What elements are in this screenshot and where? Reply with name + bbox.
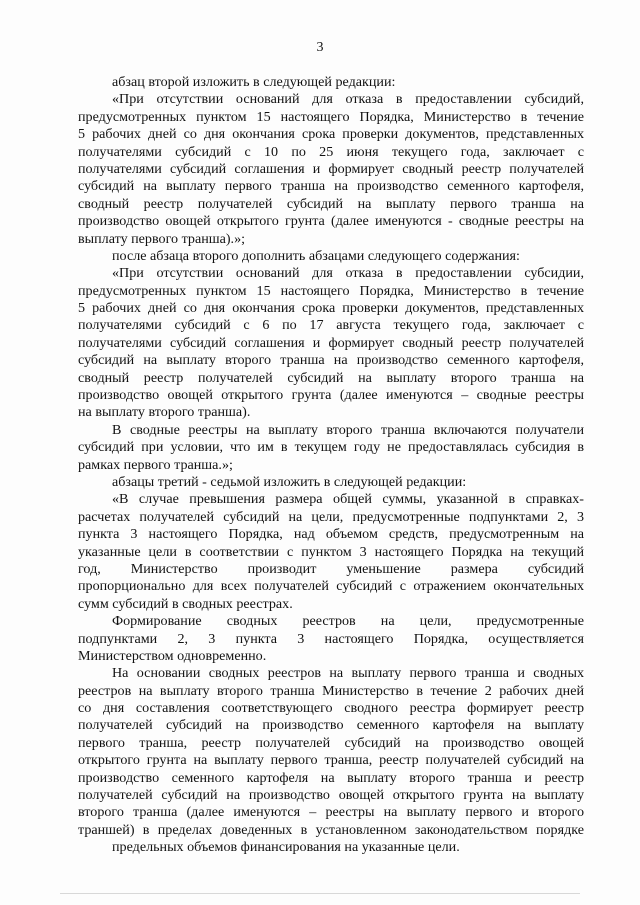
text-line: В сводные реестры на выплату второго транша включаются получатели: [112, 421, 584, 438]
page-number: 3: [316, 40, 324, 55]
text-line: второго транша (далее именуются – реестры на выплату первого и второго: [78, 804, 584, 821]
text-line: субсидий на выплату второго транша на производство семенного картофеля,: [78, 352, 584, 369]
text-line: 5 рабочих дней со дня окончания срока проверки документов, представленных: [78, 126, 584, 143]
text-line: предусмотренных пунктом 15 настоящего Порядка, Министерство в течение: [78, 108, 584, 125]
text-line: абзац второй изложить в следующей редакции:: [112, 74, 396, 90]
text-line: получателей субсидий на производство семенного картофеля на выплату: [78, 717, 584, 734]
text-line: со дня составления соответствующего сводного реестра формирует реестр: [78, 700, 584, 717]
text-line: производство семенного картофеля на выплату второго транша и реестр: [78, 769, 584, 786]
text-line: сводный реестр получателей субсидий на выплату первого транша на: [78, 195, 584, 212]
text-line: предусмотренных пунктом 15 настоящего Порядка, Министерство в течение: [78, 282, 584, 299]
text-line: «При отсутствии оснований для отказа в предоставлении субсидий,: [112, 91, 584, 108]
text-line: получателями субсидий соглашения и формирует сводный реестр получателей: [78, 334, 584, 351]
text-line: траншей) в пределах доведенных в установленном законодательством порядке: [78, 821, 584, 838]
text-line: Формирование сводных реестров на цели, предусмотренные: [112, 613, 584, 630]
page-bottom-edge: [60, 893, 580, 894]
document-body: [78, 74, 584, 857]
text-line: На основании сводных реестров на выплату первого транша и сводных: [112, 665, 584, 682]
text-line: Министерством одновременно.: [78, 647, 267, 664]
text-line: сводный реестр получателей субсидий на выплату второго транша на: [78, 369, 584, 386]
text-line: субсидий на выплату первого транша на производство семенного картофеля,: [78, 178, 584, 195]
text-line: подпунктами 2, 3 пункта 3 настоящего Порядка, осуществляется: [78, 630, 584, 647]
text-line: открытого грунта на выплату первого транша, реестр получателей субсидий на: [78, 752, 584, 769]
text-line: получателями субсидий соглашения и формирует сводный реестр получателей: [78, 160, 584, 177]
text-line: производство овощей открытого грунта (далее именуются - сводные реестры на: [78, 213, 584, 230]
text-line: после абзаца второго дополнить абзацами следующего содержания:: [112, 247, 520, 264]
text-line: сумм субсидий в сводных реестрах.: [78, 595, 293, 612]
text-line: рамках первого транша.»;: [78, 456, 233, 473]
text-line: получателей субсидий на производство овощей открытого грунта на выплату: [78, 787, 584, 804]
text-line: «При отсутствии оснований для отказа в предоставлении субсидии,: [112, 265, 584, 282]
text-line: на выплату второго транша).: [78, 404, 251, 421]
text-line: получателями субсидий с 6 по 17 августа текущего года, заключает с: [78, 317, 584, 334]
text-line: получателями субсидий с 10 по 25 июня текущего года, заключает с: [78, 143, 584, 160]
text-line: реестров на выплату второго транша Министерство в течение 2 рабочих дней: [78, 682, 584, 699]
text-line: расчетах получателей субсидий на цели, предусмотренные подпунктами 2, 3: [78, 508, 584, 525]
text-line: «В случае превышения размера общей суммы, указанной в справках-: [112, 491, 584, 508]
text-line: пропорционально для всех получателей субсидий с отражением окончательных: [78, 578, 584, 595]
text-line: пункта 3 настоящего Порядка, над объемом средств, предусмотренным на: [78, 526, 584, 543]
text-line: предельных объемов финансирования на указанные цели.: [112, 839, 460, 856]
text-line: указанные цели в соответствии с пунктом 3 настоящего Порядка на текущий: [78, 543, 584, 560]
text-line: абзацы третий - седьмой изложить в следующей редакции:: [112, 473, 467, 490]
text-line: субсидий при условии, что им в текущем году не предоставлялась субсидия в: [78, 439, 584, 456]
text-line: первого транша, реестр получателей субсидий на производство овощей: [78, 734, 584, 751]
text-line: производство овощей открытого грунта (далее именуются – сводные реестры: [78, 387, 584, 404]
text-line: 5 рабочих дней со дня окончания срока проверки документов, представленных: [78, 300, 584, 317]
text-line: год, Министерство производит уменьшение размера субсидий: [78, 560, 584, 577]
text-line: выплату первого транша).»;: [78, 230, 246, 247]
